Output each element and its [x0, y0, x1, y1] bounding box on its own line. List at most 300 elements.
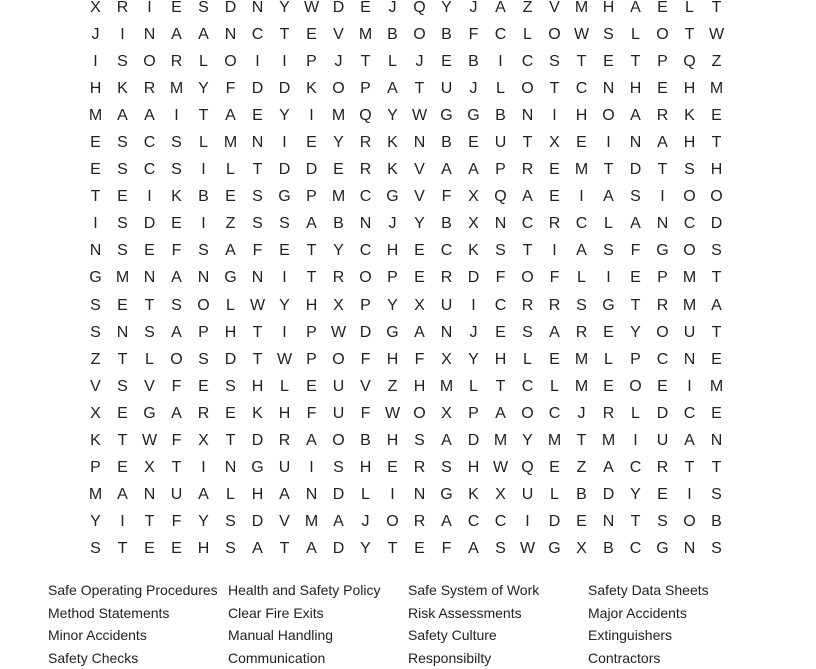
grid-cell: S: [109, 242, 136, 260]
grid-cell: K: [298, 80, 325, 98]
grid-cell: I: [514, 513, 541, 531]
grid-cell: E: [163, 215, 190, 233]
grid-cell: K: [379, 161, 406, 179]
grid-cell: A: [163, 269, 190, 287]
grid-cell: R: [433, 269, 460, 287]
grid-cell: Z: [217, 215, 244, 233]
grid-cell: E: [622, 269, 649, 287]
grid-cell: S: [244, 215, 271, 233]
grid-cell: A: [433, 513, 460, 531]
grid-cell: V: [136, 378, 163, 396]
grid-cell: M: [703, 378, 730, 396]
grid-cell: I: [460, 297, 487, 315]
grid-cell: L: [514, 26, 541, 44]
grid-cell: N: [136, 26, 163, 44]
grid-cell: O: [352, 269, 379, 287]
grid-cell: E: [541, 161, 568, 179]
grid-cell: B: [703, 513, 730, 531]
grid-cell: N: [244, 269, 271, 287]
grid-cell: A: [109, 486, 136, 504]
grid-cell: I: [379, 486, 406, 504]
grid-cell: D: [460, 269, 487, 287]
grid-cell: Y: [271, 297, 298, 315]
grid-cell: L: [622, 26, 649, 44]
grid-cell: E: [541, 459, 568, 477]
grid-cell: I: [595, 269, 622, 287]
grid-cell: P: [82, 459, 109, 477]
word-list-item: Method Statements: [48, 602, 228, 625]
grid-cell: G: [379, 188, 406, 206]
grid-cell: S: [190, 242, 217, 260]
grid-cell: Y: [190, 80, 217, 98]
grid-cell: E: [136, 540, 163, 558]
grid-cell: D: [703, 215, 730, 233]
grid-cell: E: [163, 0, 190, 17]
grid-cell: E: [352, 0, 379, 17]
grid-cell: B: [487, 107, 514, 125]
grid-cell: Z: [514, 0, 541, 17]
grid-cell: S: [82, 297, 109, 315]
grid-cell: M: [82, 486, 109, 504]
grid-cell: M: [352, 26, 379, 44]
word-list-item: Communication: [228, 647, 408, 669]
grid-cell: X: [433, 351, 460, 369]
grid-cell: A: [433, 432, 460, 450]
grid-row: [82, 129, 730, 156]
grid-cell: D: [325, 540, 352, 558]
grid-cell: C: [676, 215, 703, 233]
grid-cell: I: [109, 513, 136, 531]
grid-cell: K: [82, 432, 109, 450]
grid-cell: M: [568, 0, 595, 17]
grid-cell: L: [487, 80, 514, 98]
grid-cell: A: [622, 107, 649, 125]
grid-cell: S: [325, 459, 352, 477]
grid-cell: W: [298, 0, 325, 17]
grid-cell: E: [82, 161, 109, 179]
grid-cell: S: [82, 324, 109, 342]
grid-cell: X: [136, 459, 163, 477]
grid-cell: U: [514, 486, 541, 504]
grid-cell: U: [487, 134, 514, 152]
grid-cell: X: [190, 432, 217, 450]
grid-cell: Q: [487, 188, 514, 206]
grid-cell: E: [109, 459, 136, 477]
grid-cell: G: [82, 269, 109, 287]
grid-cell: W: [514, 540, 541, 558]
grid-cell: A: [649, 134, 676, 152]
word-list-item: Clear Fire Exits: [228, 602, 408, 625]
grid-cell: L: [568, 269, 595, 287]
grid-cell: S: [109, 215, 136, 233]
grid-cell: D: [298, 161, 325, 179]
grid-cell: T: [541, 80, 568, 98]
grid-cell: G: [379, 324, 406, 342]
grid-cell: X: [460, 215, 487, 233]
grid-cell: U: [325, 378, 352, 396]
grid-cell: F: [244, 242, 271, 260]
grid-cell: N: [703, 432, 730, 450]
grid-cell: F: [460, 26, 487, 44]
grid-cell: R: [352, 134, 379, 152]
grid-cell: J: [460, 80, 487, 98]
grid-cell: O: [514, 80, 541, 98]
grid-cell: P: [298, 188, 325, 206]
grid-cell: N: [298, 486, 325, 504]
grid-cell: H: [703, 161, 730, 179]
grid-cell: W: [703, 26, 730, 44]
grid-cell: R: [136, 80, 163, 98]
grid-cell: S: [487, 242, 514, 260]
word-list-item: Safety Checks: [48, 647, 228, 669]
grid-row: [82, 428, 730, 455]
grid-cell: L: [217, 297, 244, 315]
grid-cell: O: [406, 26, 433, 44]
grid-cell: G: [541, 540, 568, 558]
grid-cell: C: [433, 242, 460, 260]
grid-cell: S: [136, 324, 163, 342]
grid-cell: O: [541, 26, 568, 44]
grid-cell: T: [649, 161, 676, 179]
grid-cell: E: [109, 297, 136, 315]
grid-cell: H: [622, 80, 649, 98]
grid-cell: F: [163, 432, 190, 450]
grid-cell: O: [406, 405, 433, 423]
grid-cell: J: [406, 53, 433, 71]
grid-cell: M: [676, 269, 703, 287]
grid-cell: G: [217, 269, 244, 287]
word-list-item: Extinguishers: [588, 624, 768, 647]
grid-cell: X: [568, 540, 595, 558]
grid-cell: H: [379, 351, 406, 369]
grid-cell: H: [379, 432, 406, 450]
grid-cell: U: [433, 80, 460, 98]
grid-cell: E: [82, 134, 109, 152]
grid-cell: K: [460, 486, 487, 504]
grid-cell: H: [568, 107, 595, 125]
grid-cell: E: [406, 540, 433, 558]
grid-cell: Y: [622, 486, 649, 504]
grid-cell: H: [379, 242, 406, 260]
grid-cell: P: [460, 405, 487, 423]
grid-cell: Q: [514, 459, 541, 477]
grid-cell: B: [433, 215, 460, 233]
grid-cell: I: [136, 188, 163, 206]
grid-cell: D: [325, 486, 352, 504]
grid-cell: M: [541, 432, 568, 450]
grid-cell: W: [244, 297, 271, 315]
grid-cell: S: [82, 540, 109, 558]
grid-cell: I: [271, 134, 298, 152]
grid-cell: H: [190, 540, 217, 558]
grid-cell: G: [271, 188, 298, 206]
grid-cell: Z: [703, 53, 730, 71]
grid-cell: A: [379, 80, 406, 98]
grid-cell: O: [649, 26, 676, 44]
grid-cell: D: [217, 0, 244, 17]
grid-cell: N: [595, 80, 622, 98]
grid-cell: P: [298, 53, 325, 71]
grid-cell: E: [433, 53, 460, 71]
grid-cell: L: [271, 378, 298, 396]
grid-cell: E: [271, 242, 298, 260]
grid-cell: I: [541, 242, 568, 260]
grid-cell: C: [541, 405, 568, 423]
word-list-item: Safe System of Work: [408, 579, 588, 602]
grid-cell: T: [136, 513, 163, 531]
grid-cell: I: [271, 269, 298, 287]
grid-cell: M: [109, 269, 136, 287]
grid-cell: T: [622, 53, 649, 71]
grid-cell: M: [676, 297, 703, 315]
grid-cell: D: [325, 0, 352, 17]
grid-cell: I: [568, 188, 595, 206]
letter-grid: [82, 0, 730, 563]
grid-row: [82, 373, 730, 400]
grid-cell: I: [676, 378, 703, 396]
grid-cell: N: [136, 486, 163, 504]
grid-row: [82, 455, 730, 482]
grid-cell: T: [676, 26, 703, 44]
grid-cell: R: [541, 297, 568, 315]
grid-cell: F: [298, 405, 325, 423]
grid-cell: I: [541, 107, 568, 125]
grid-cell: E: [379, 459, 406, 477]
grid-cell: C: [676, 405, 703, 423]
grid-cell: E: [649, 486, 676, 504]
grid-cell: E: [325, 161, 352, 179]
grid-row: [82, 319, 730, 346]
grid-cell: I: [163, 107, 190, 125]
grid-cell: C: [487, 26, 514, 44]
grid-cell: Y: [190, 513, 217, 531]
word-list-item: Contractors: [588, 647, 768, 669]
grid-cell: T: [298, 269, 325, 287]
grid-cell: C: [622, 540, 649, 558]
grid-row: [82, 21, 730, 48]
grid-cell: E: [406, 242, 433, 260]
grid-cell: R: [352, 161, 379, 179]
grid-cell: A: [244, 540, 271, 558]
grid-cell: S: [109, 53, 136, 71]
grid-cell: O: [325, 432, 352, 450]
grid-cell: Y: [406, 215, 433, 233]
grid-cell: W: [406, 107, 433, 125]
grid-cell: T: [703, 269, 730, 287]
grid-cell: H: [244, 378, 271, 396]
grid-cell: D: [622, 161, 649, 179]
grid-cell: N: [649, 215, 676, 233]
grid-cell: N: [244, 134, 271, 152]
grid-cell: N: [136, 269, 163, 287]
grid-cell: T: [595, 161, 622, 179]
grid-cell: S: [649, 513, 676, 531]
grid-cell: R: [109, 0, 136, 17]
grid-cell: Q: [352, 107, 379, 125]
grid-cell: H: [487, 351, 514, 369]
grid-cell: E: [163, 540, 190, 558]
grid-cell: T: [271, 26, 298, 44]
grid-cell: G: [433, 107, 460, 125]
grid-cell: M: [163, 80, 190, 98]
word-list-item: Safety Data Sheets: [588, 579, 768, 602]
grid-cell: D: [244, 80, 271, 98]
word-list-item: Manual Handling: [228, 624, 408, 647]
grid-cell: R: [163, 53, 190, 71]
grid-cell: V: [271, 513, 298, 531]
grid-cell: R: [514, 161, 541, 179]
grid-cell: H: [406, 378, 433, 396]
grid-cell: M: [82, 107, 109, 125]
grid-cell: R: [514, 297, 541, 315]
grid-cell: A: [568, 242, 595, 260]
grid-cell: L: [460, 378, 487, 396]
grid-cell: L: [136, 351, 163, 369]
grid-cell: E: [649, 80, 676, 98]
grid-cell: T: [352, 53, 379, 71]
grid-cell: Y: [514, 432, 541, 450]
grid-cell: S: [163, 297, 190, 315]
grid-cell: I: [676, 486, 703, 504]
grid-cell: I: [595, 134, 622, 152]
grid-cell: T: [676, 459, 703, 477]
grid-cell: A: [163, 26, 190, 44]
grid-cell: T: [622, 513, 649, 531]
grid-cell: B: [433, 134, 460, 152]
grid-cell: O: [676, 188, 703, 206]
grid-cell: A: [460, 161, 487, 179]
grid-cell: S: [541, 53, 568, 71]
grid-cell: T: [190, 107, 217, 125]
grid-cell: E: [703, 107, 730, 125]
grid-cell: E: [595, 53, 622, 71]
grid-cell: K: [460, 242, 487, 260]
grid-cell: S: [433, 459, 460, 477]
grid-cell: G: [595, 297, 622, 315]
grid-cell: I: [298, 459, 325, 477]
grid-cell: P: [352, 297, 379, 315]
grid-cell: S: [271, 215, 298, 233]
grid-cell: A: [298, 432, 325, 450]
grid-cell: S: [217, 540, 244, 558]
grid-cell: A: [676, 432, 703, 450]
grid-cell: T: [82, 188, 109, 206]
grid-cell: Y: [379, 297, 406, 315]
grid-cell: N: [514, 107, 541, 125]
grid-cell: J: [460, 324, 487, 342]
grid-cell: I: [190, 215, 217, 233]
grid-cell: O: [163, 351, 190, 369]
grid-cell: T: [514, 134, 541, 152]
grid-cell: W: [136, 432, 163, 450]
grid-row: [82, 238, 730, 265]
grid-cell: E: [244, 107, 271, 125]
grid-cell: J: [379, 215, 406, 233]
grid-cell: I: [622, 432, 649, 450]
grid-row: [82, 102, 730, 129]
word-list-item: Major Accidents: [588, 602, 768, 625]
grid-cell: K: [676, 107, 703, 125]
grid-cell: O: [703, 188, 730, 206]
grid-cell: V: [541, 0, 568, 17]
grid-cell: L: [190, 134, 217, 152]
grid-row: [82, 211, 730, 238]
grid-cell: J: [325, 53, 352, 71]
grid-cell: T: [271, 540, 298, 558]
grid-cell: S: [217, 378, 244, 396]
grid-cell: Y: [460, 351, 487, 369]
grid-cell: X: [541, 134, 568, 152]
grid-row: [82, 157, 730, 184]
grid-cell: T: [406, 80, 433, 98]
grid-cell: U: [271, 459, 298, 477]
grid-cell: P: [622, 351, 649, 369]
grid-cell: X: [325, 297, 352, 315]
grid-cell: R: [406, 513, 433, 531]
grid-cell: W: [325, 324, 352, 342]
grid-cell: S: [217, 513, 244, 531]
grid-cell: R: [595, 405, 622, 423]
grid-cell: T: [109, 432, 136, 450]
grid-cell: J: [568, 405, 595, 423]
grid-row: [82, 509, 730, 536]
grid-cell: N: [352, 215, 379, 233]
grid-cell: A: [217, 107, 244, 125]
grid-cell: O: [379, 513, 406, 531]
grid-cell: O: [649, 324, 676, 342]
grid-cell: L: [622, 405, 649, 423]
grid-cell: V: [406, 188, 433, 206]
grid-cell: R: [649, 297, 676, 315]
grid-cell: D: [136, 215, 163, 233]
grid-cell: F: [433, 188, 460, 206]
grid-cell: Y: [352, 540, 379, 558]
grid-cell: U: [676, 324, 703, 342]
grid-cell: M: [568, 161, 595, 179]
grid-cell: Z: [82, 351, 109, 369]
grid-row: [82, 48, 730, 75]
grid-cell: L: [676, 0, 703, 17]
grid-cell: D: [271, 161, 298, 179]
grid-cell: C: [649, 351, 676, 369]
grid-cell: A: [136, 107, 163, 125]
grid-cell: I: [82, 53, 109, 71]
grid-cell: M: [487, 432, 514, 450]
grid-cell: V: [406, 161, 433, 179]
grid-cell: Z: [568, 459, 595, 477]
grid-row: [82, 184, 730, 211]
grid-cell: L: [190, 53, 217, 71]
grid-cell: B: [595, 540, 622, 558]
grid-cell: L: [379, 53, 406, 71]
grid-cell: N: [406, 134, 433, 152]
grid-cell: J: [379, 0, 406, 17]
grid-cell: X: [82, 405, 109, 423]
word-list-item: Responsibilty: [408, 647, 588, 669]
grid-cell: Y: [271, 0, 298, 17]
grid-cell: E: [541, 188, 568, 206]
grid-cell: F: [163, 378, 190, 396]
grid-cell: C: [568, 80, 595, 98]
grid-cell: C: [244, 26, 271, 44]
grid-cell: E: [298, 378, 325, 396]
grid-cell: T: [703, 134, 730, 152]
grid-cell: D: [217, 351, 244, 369]
grid-cell: A: [487, 405, 514, 423]
grid-cell: M: [217, 134, 244, 152]
grid-cell: S: [703, 486, 730, 504]
grid-cell: H: [676, 80, 703, 98]
